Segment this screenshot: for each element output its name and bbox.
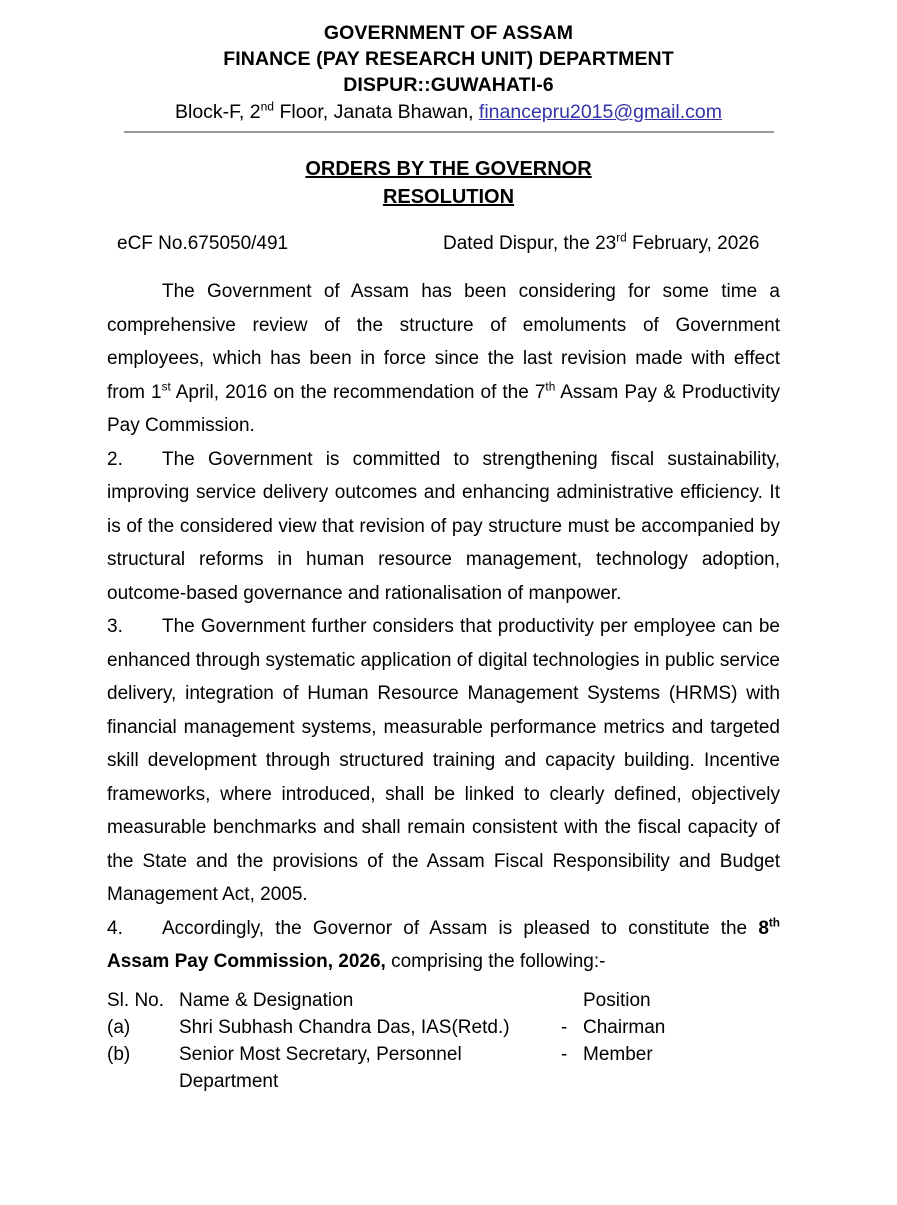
row-sl-no: (b): [107, 1043, 131, 1065]
row-position: Chairman: [583, 1016, 666, 1038]
members-table-wrapper: [0, 987, 897, 1095]
address-prefix: Block-F, 2: [174, 101, 261, 123]
paragraph-4: [107, 912, 780, 979]
paragraph-1-ordinal-th: th: [545, 380, 556, 394]
paragraph-4-text-part-2: comprising the following:-: [385, 951, 606, 972]
letterhead-line-government: GOVERNMENT OF ASSAM: [323, 22, 574, 44]
column-header-position: Position: [583, 989, 651, 1011]
paragraph-3: [107, 610, 780, 912]
reference-row: [0, 233, 897, 261]
address-ordinal-suffix: nd: [260, 99, 275, 114]
date-prefix: Dated Dispur, the 23: [443, 233, 617, 254]
date-ordinal-suffix: rd: [616, 231, 627, 245]
table-row: [107, 1014, 790, 1041]
document-body: [0, 275, 897, 979]
table-header-row: [107, 987, 790, 1014]
paragraph-4-text-part-1: Accordingly, the Governor of Assam is pleased to constitute the: [162, 917, 759, 939]
row-dash: -: [561, 1016, 568, 1038]
paragraph-2: [107, 443, 780, 611]
paragraph-1-text-part-3: Assam Pay & Productivity Pay Commission.: [107, 381, 780, 436]
table-row: [107, 1041, 790, 1095]
paragraph-1-text-part-1: The Government of Assam has been considering for some time a comprehensive review of the structure of emoluments of Government employees, which has been in force since the last revision made with effect from 1: [107, 281, 780, 403]
commission-name: Assam Pay Commission, 2026,: [107, 951, 386, 972]
paragraph-1-ordinal-st: st: [161, 380, 171, 394]
letterhead-line-department: FINANCE (PAY RESEARCH UNIT) DEPARTMENT: [223, 48, 674, 70]
page-subtitle: RESOLUTION: [382, 186, 515, 208]
letterhead-address: [0, 99, 897, 126]
paragraph-3-text: The Government further considers that productivity per employee can be enhanced through systematic application of digital technologies in public service delivery, integration of Human Resource Management Systems (HRMS) with financial management systems, measurable performance metrics and targeted skill development through structured training and capacity building. Incentive frameworks, where introduced, shall be linked to clearly defined, objectively measurable benchmarks and shall remain consistent with the fiscal capacity of the State and the provisions of the Assam Fiscal Responsibility and Budget Management Act, 2005.: [107, 616, 780, 905]
letterhead-line-location: DISPUR::GUWAHATI-6: [343, 74, 554, 96]
paragraph-3-number: 3.: [107, 616, 123, 637]
address-middle: Floor, Janata Bhawan,: [274, 101, 479, 123]
paragraph-2-number: 2.: [107, 448, 123, 470]
column-header-dash-spacer: [561, 987, 583, 1014]
paragraph-2-text: The Government is committed to strengthening fiscal sustainability, improving service delivery outcomes and enhancing administrative efficiency. It is of the considered view that revision of pay structure must be accompanied by structural reforms in human resource management, technology adoption, outcome-based governance and rationalisation of manpower.: [107, 448, 780, 604]
column-header-sl-no: Sl. No.: [107, 989, 165, 1011]
row-name-designation: Shri Subhash Chandra Das, IAS(Retd.): [179, 1016, 510, 1038]
email-link[interactable]: financepru2015@gmail.com: [478, 101, 722, 123]
document-titles: [0, 155, 897, 211]
column-header-name-designation: Name & Designation: [179, 989, 354, 1011]
page-title: ORDERS BY THE GOVERNOR: [305, 158, 592, 180]
commission-name-number: 8: [758, 917, 769, 939]
row-sl-no: (a): [107, 1016, 131, 1038]
row-position: Member: [583, 1043, 653, 1065]
paragraph-1: [107, 275, 780, 443]
ecf-number: eCF No.675050/491: [117, 233, 289, 254]
header-divider: [124, 131, 774, 133]
letterhead: [0, 0, 897, 126]
commission-ordinal-suffix: th: [768, 916, 780, 930]
document-date: [443, 233, 759, 255]
row-name-designation: Senior Most Secretary, Personnel Department: [179, 1043, 462, 1092]
paragraph-1-text-part-2: April, 2016 on the recommendation of the 7: [170, 381, 546, 403]
date-suffix: February, 2026: [626, 233, 760, 254]
members-table: [107, 987, 790, 1095]
paragraph-4-number: 4.: [107, 917, 123, 939]
row-dash: -: [561, 1043, 568, 1065]
